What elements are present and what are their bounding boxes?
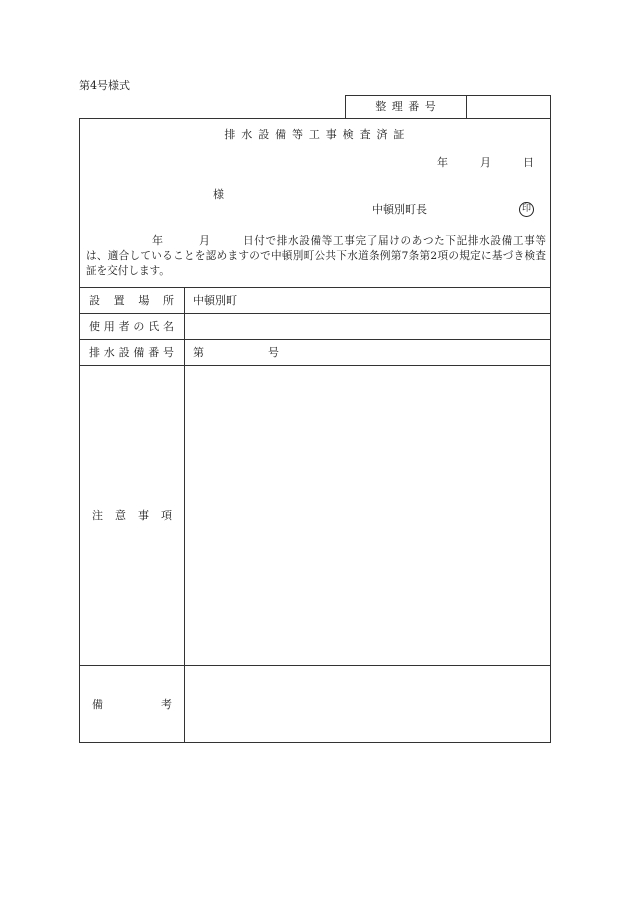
notes-label: 注 意 事 項 <box>92 508 172 522</box>
remarks-value <box>185 666 550 743</box>
equipment-number-prefix: 第 <box>193 345 204 359</box>
user-name-label-cell <box>80 314 185 339</box>
issue-date-year: 年 <box>437 156 448 169</box>
body-line-1: 日付で排水設備等工事完了届けのあつた下記排水設備工事等 <box>243 235 546 247</box>
addressee-honorific: 様 <box>213 188 224 201</box>
location-row <box>80 288 550 314</box>
equipment-number-label-cell <box>80 340 185 365</box>
issue-date-month: 月 <box>480 156 491 169</box>
equipment-number-value <box>185 340 550 365</box>
body-line-2: は、適合していることを認めますので中頓別町公共下水道条例第7条第2項の規定に基づき検査 <box>86 250 546 262</box>
equipment-number-row <box>80 340 550 366</box>
certificate-title: 排 水 設 備 等 工 事 検 査 済 証 <box>224 128 406 141</box>
equipment-number-label: 排 水 設 備 番 号 <box>89 345 174 359</box>
form-number-label: 第4号様式 <box>79 79 130 92</box>
location-label-cell <box>80 288 185 313</box>
location-label: 設 置 場 所 <box>89 293 174 307</box>
reference-number-box <box>345 95 551 119</box>
equipment-number-suffix: 号 <box>268 345 279 359</box>
location-value: 中頓別町 <box>193 293 237 307</box>
notes-value <box>185 366 550 665</box>
remarks-label: 備 考 <box>92 697 172 711</box>
notes-label-cell <box>80 366 185 665</box>
body-year: 年 <box>152 234 163 247</box>
reference-number-value <box>467 96 550 118</box>
notes-row <box>80 366 550 666</box>
user-name-label: 使 用 者 の 氏 名 <box>89 319 174 333</box>
remarks-label-cell <box>80 666 185 743</box>
body-line-3: 証を交付します。 <box>86 265 170 277</box>
user-name-value <box>185 314 550 339</box>
body-month: 月 <box>199 234 210 247</box>
seal-mark: 印 <box>519 202 534 217</box>
reference-number-label: 整 理 番 号 <box>346 96 467 118</box>
issuer-name: 中頓別町長 <box>372 203 427 216</box>
user-name-row <box>80 314 550 340</box>
issue-date-day: 日 <box>523 156 534 169</box>
remarks-row <box>80 666 550 743</box>
certificate-fields-table <box>80 287 550 743</box>
